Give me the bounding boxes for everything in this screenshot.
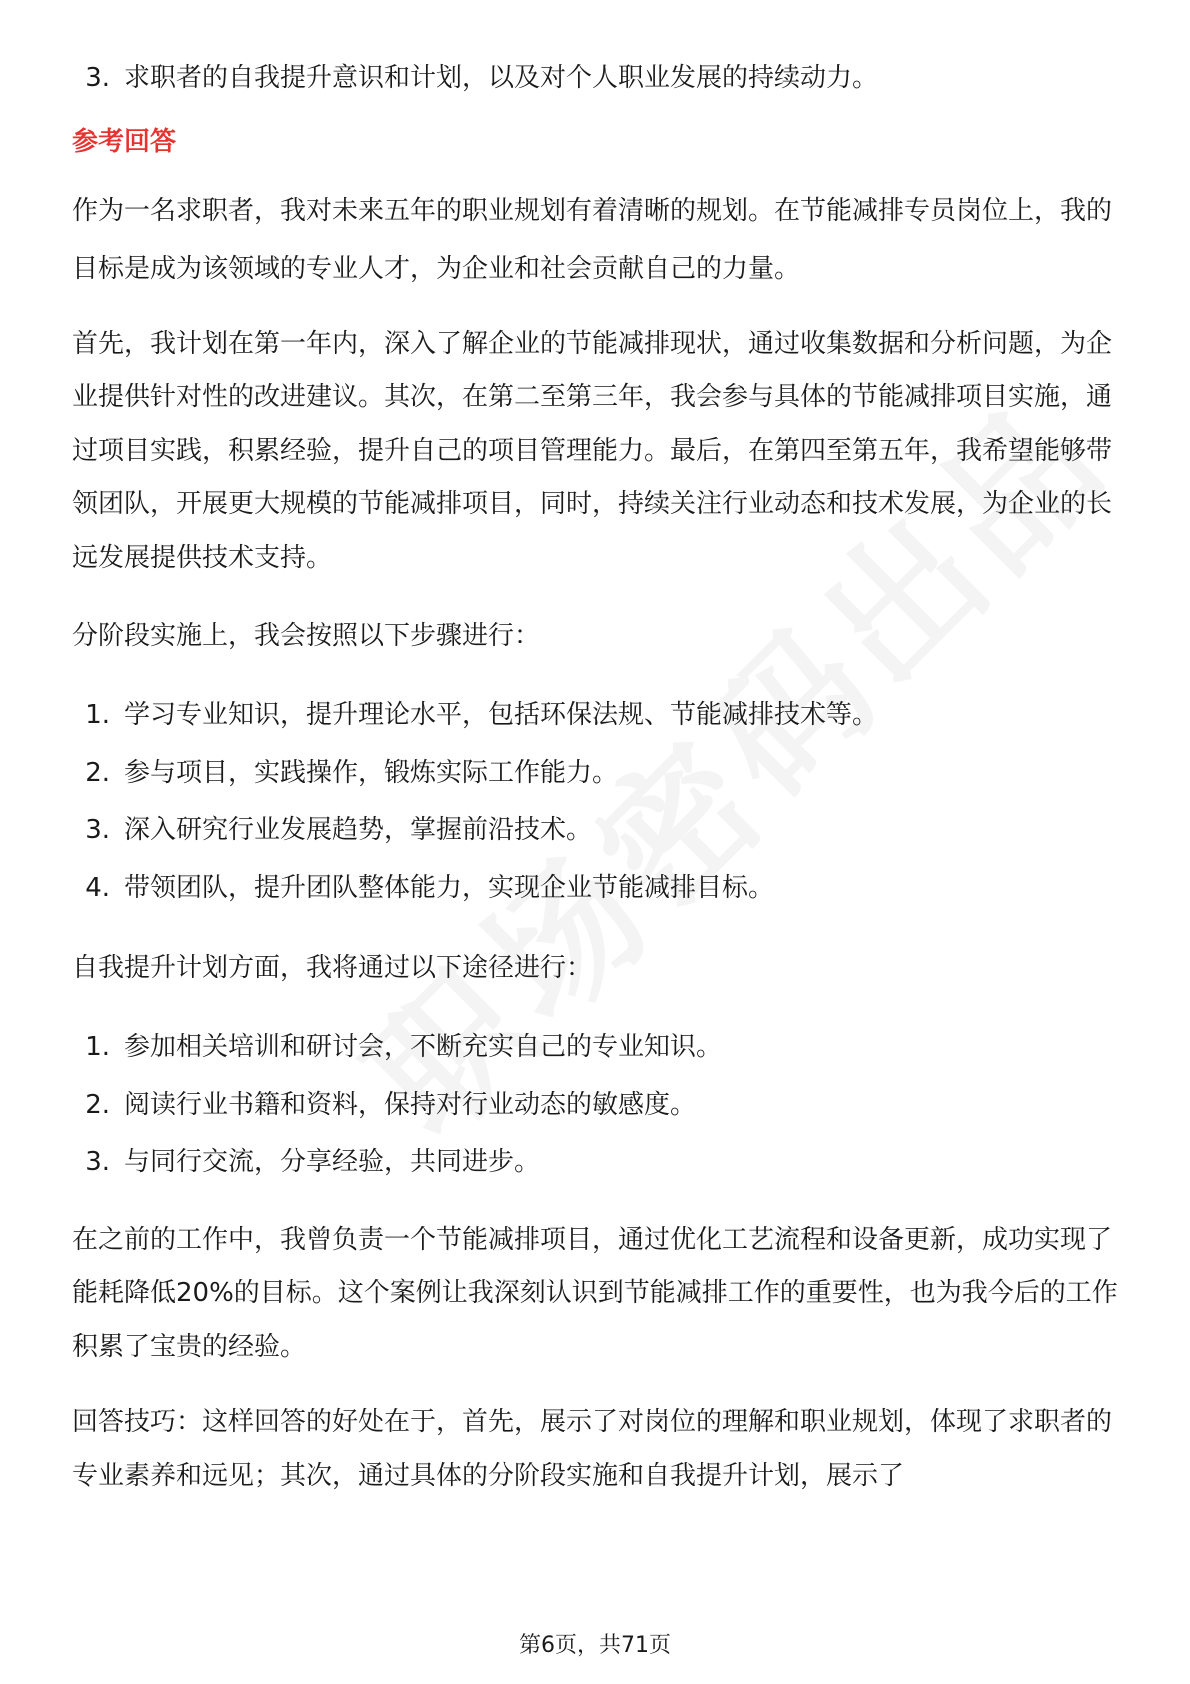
paragraph-3: 分阶段实施上，我会按照以下步骤进行：	[72, 621, 541, 651]
list-text: 参与项目，实践操作，锻炼实际工作能力。	[124, 757, 619, 788]
list-item	[72, 802, 1122, 860]
list-number: 3.	[85, 815, 110, 845]
page-number: 第6页，共71页	[519, 1633, 671, 1658]
paragraph-5: 在之前的工作中，我曾负责一个节能减排项目，通过优化工艺流程和设备更新，成功实现了能耗降低20%的目标。这个案例让我深刻认识到节能减排工作的重要性，也为我今后的工作积累了宝贵的经验。	[72, 1224, 1118, 1362]
steps-list	[72, 687, 1122, 917]
list-number: 3.	[85, 63, 110, 93]
ways-list	[72, 1019, 1122, 1192]
list-item	[72, 1077, 1122, 1135]
paragraph-6: 回答技巧：这样回答的好处在于，首先，展示了对岗位的理解和职业规划，体现了求职者的专业素养和远见；其次，通过具体的分阶段实施和自我提升计划，展示了	[72, 1407, 1113, 1491]
list-number: 2.	[85, 757, 110, 788]
list-text: 带领团队，提升团队整体能力，实现企业节能减排目标。	[124, 872, 775, 903]
list-item	[72, 50, 1122, 108]
list-number: 2.	[85, 1089, 110, 1120]
paragraph-4: 自我提升计划方面，我将通过以下途径进行：	[72, 953, 593, 983]
list-text: 求职者的自我提升意识和计划，以及对个人职业发展的持续动力。	[124, 63, 879, 93]
list-item	[72, 687, 1122, 745]
list-item	[72, 745, 1122, 803]
list-item	[72, 860, 1122, 918]
list-text: 深入研究行业发展趋势，掌握前沿技术。	[124, 815, 593, 845]
list-item	[72, 1134, 1122, 1192]
list-item	[72, 1019, 1122, 1077]
paragraph-2: 首先，我计划在第一年内，深入了解企业的节能减排现状，通过收集数据和分析问题，为企业提供针对性的改进建议。其次，在第二至第三年，我会参与具体的节能减排项目实施，通过项目实践，积累经验，提升自己的项目管理能力。最后，在第四至第五年，我希望能够带领团队，开展更大规模的节能减排项目，同时，持续关注行业动态和技术发展，为企业的长远发展提供技术支持。	[72, 328, 1113, 573]
list-text: 参加相关培训和研讨会，不断充实自己的专业知识。	[124, 1032, 723, 1062]
section-heading: 参考回答	[72, 126, 177, 157]
list-number: 4.	[85, 872, 110, 903]
list-text: 学习专业知识，提升理论水平，包括环保法规、节能减排技术等。	[124, 700, 879, 730]
intro-list	[72, 50, 1122, 108]
paragraph-1: 作为一名求职者，我对未来五年的职业规划有着清晰的规划。在节能减排专员岗位上，我的目标是成为该领域的专业人才，为企业和社会贡献自己的力量。	[72, 195, 1113, 284]
list-text: 阅读行业书籍和资料，保持对行业动态的敏感度。	[124, 1089, 697, 1120]
page-content	[72, 58, 1122, 1503]
list-number: 1.	[85, 700, 110, 730]
list-number: 3.	[85, 1147, 110, 1177]
list-number: 1.	[85, 1032, 110, 1062]
list-text: 与同行交流，分享经验，共同进步。	[124, 1147, 541, 1177]
